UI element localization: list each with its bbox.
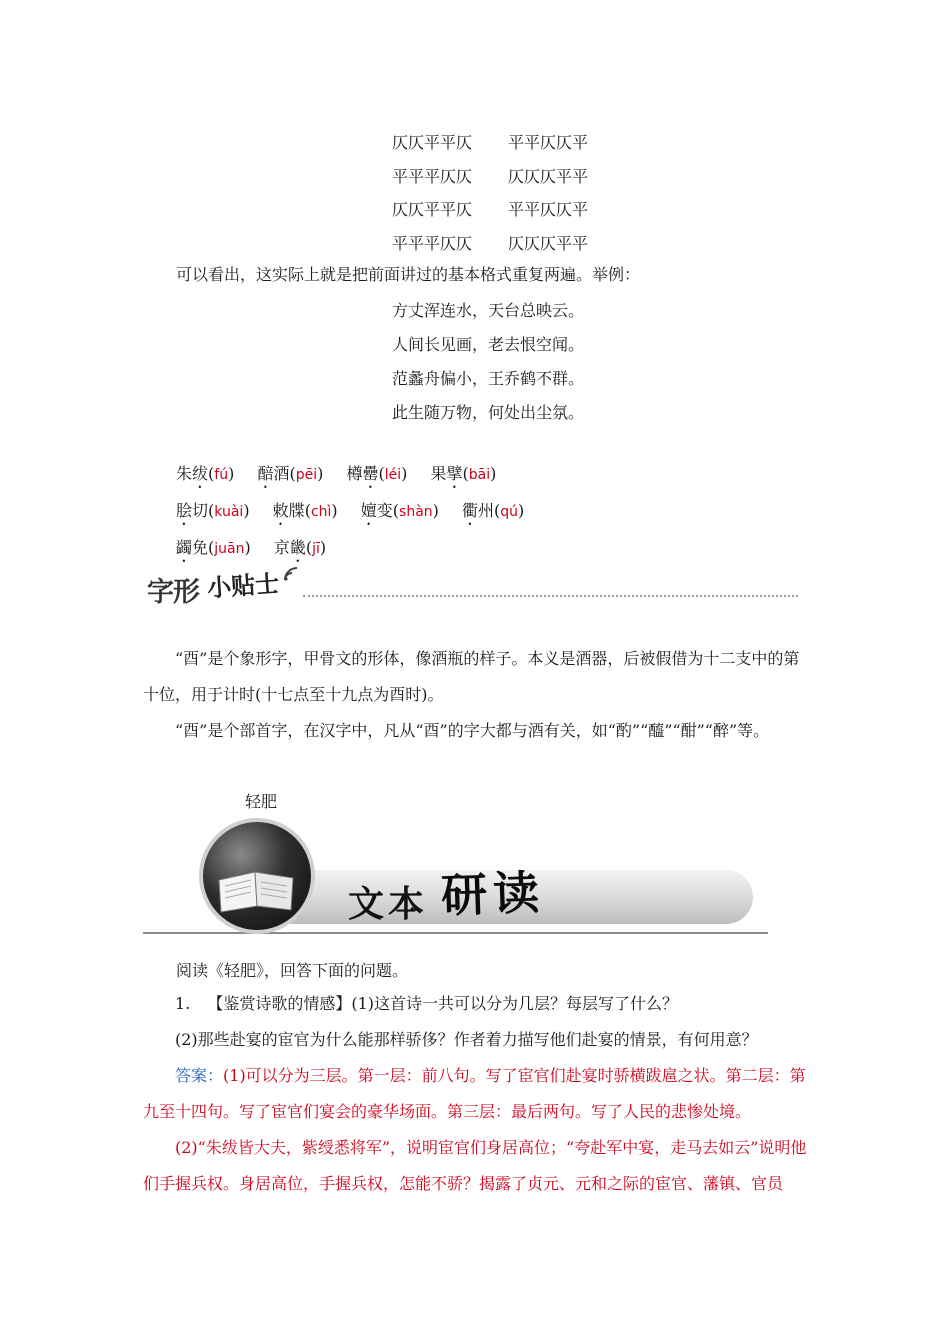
question-1-part-2: (2)那些赴宴的宦官为什么能那样骄侈？作者着力描写他们赴宴的情景，有何用意？ [175,1030,758,1049]
pinyin: juān [214,541,245,557]
answer-part-2: (2)“朱绂皆大夫，紫绶悉将军”，说明宦官们身居高位；“夸赴军中宴，走马去如云”说明他们手握兵权。身居高位，手握兵权，怎能不骄？揭露了贞元、元和之际的宦官、藩镇、官员 [143,1138,807,1193]
poem-line: 范蠡舟偏小，王乔鹤不群。 [392,369,585,388]
vocab-item: 蠲免(juān) [176,538,251,557]
vocab-row [176,456,542,493]
reading-intro: 阅读《轻肥》，回答下面的问题。 [176,961,409,980]
pattern-second-half: 仄仄仄平平 [508,233,589,253]
tonal-pattern [392,126,588,260]
question-number: 1. [175,994,191,1013]
pattern-row [392,227,588,261]
pinyin: chì [310,504,332,520]
banner-title-main: 文本 [348,883,429,925]
question-tag: 【鉴赏诗歌的情感】 [207,994,352,1013]
banner-underline [143,932,768,934]
pinyin: fú [214,467,229,483]
signal-icon [283,566,299,582]
poem-line: 此生随万物，何处出尘氛。 [392,403,585,422]
question-part-1: (1)这首诗一共可以分为几层？每层写了什么？ [351,994,679,1013]
pattern-row [392,160,588,194]
zixing-paragraph: “酉”是个象形字，甲骨文的形体，像酒瓶的样子。本义是酒器，后被假借为十二支中的第十位，用于计时(十七点至十九点为酉时)。 [143,649,800,704]
pinyin: bāi [468,467,491,483]
pattern-second-half: 仄仄仄平平 [508,166,589,186]
pinyin: pēi [295,467,318,483]
answer-text: (1)可以分为三层。第一层：前八句。写了宦官们赴宴时骄横跋扈之状。第二层：第九至十四句。写了宦官们宴会的豪华场面。第三层：最后两句。写了人民的悲惨处境。 [143,1066,806,1121]
banner-title-sub: 研读 [440,865,547,923]
vocab-row [176,493,542,530]
pinyin: jī [312,541,320,557]
pattern-first-half: 平平平仄仄 [392,233,473,253]
pinyin: shàn [399,504,433,520]
answer-label: 答案： [175,1066,224,1085]
poem-line: 人间长见画，老去恨空闻。 [392,335,585,354]
pattern-row [392,126,588,160]
question-1 [143,986,808,1022]
pattern-row [392,193,588,227]
pinyin: léi [384,467,402,483]
vocab-item: 樽罍(léi) [346,464,408,483]
vocab-item: 朱绂(fú) [176,464,235,483]
vocab-item: 脍切(kuài) [176,501,250,520]
pinyin: kuài [214,504,244,520]
book-emblem [203,822,311,930]
pattern-first-half: 平平平仄仄 [392,166,473,186]
text-study-banner [143,818,768,936]
poem-title: 轻肥 [245,792,278,811]
pattern-note: 可以看出，这实际上就是把前面讲过的基本格式重复两遍。举例： [176,265,641,284]
zixing-paragraph: “酉”是个部首字，在汉字中，凡从“酉”的字大都与酒有关，如“酌”“醯”“酣”“醉”等。 [175,721,770,740]
poem-line: 方丈浑连水，天台总映云。 [392,301,585,320]
zixing-tips-banner [143,566,798,606]
banner-dotted-rule [303,595,798,597]
pattern-first-half: 仄仄平平仄 [392,200,473,219]
pinyin: qú [500,504,519,520]
vocab-item: 醅酒(pēi) [257,464,324,483]
open-book-icon [215,864,299,914]
banner-title-main: 字形 [147,577,199,608]
pattern-first-half: 仄仄平平仄 [392,133,473,152]
pattern-second-half: 平平仄仄平 [508,200,589,219]
vocab-item: 敕牒(chì) [272,501,338,520]
vocabulary-list [176,456,542,567]
vocab-item: 衢州(qú) [462,501,525,520]
vocab-row [176,530,542,567]
vocab-item: 京畿(jī) [273,538,327,557]
pattern-second-half: 平平仄仄平 [508,133,589,152]
banner-title-sub: 小贴士 [206,569,281,603]
example-poem [392,294,584,430]
answer-part-1 [143,1058,808,1130]
vocab-item: 嬗变(shàn) [360,501,439,520]
vocab-item: 果擘(bāi) [430,464,497,483]
